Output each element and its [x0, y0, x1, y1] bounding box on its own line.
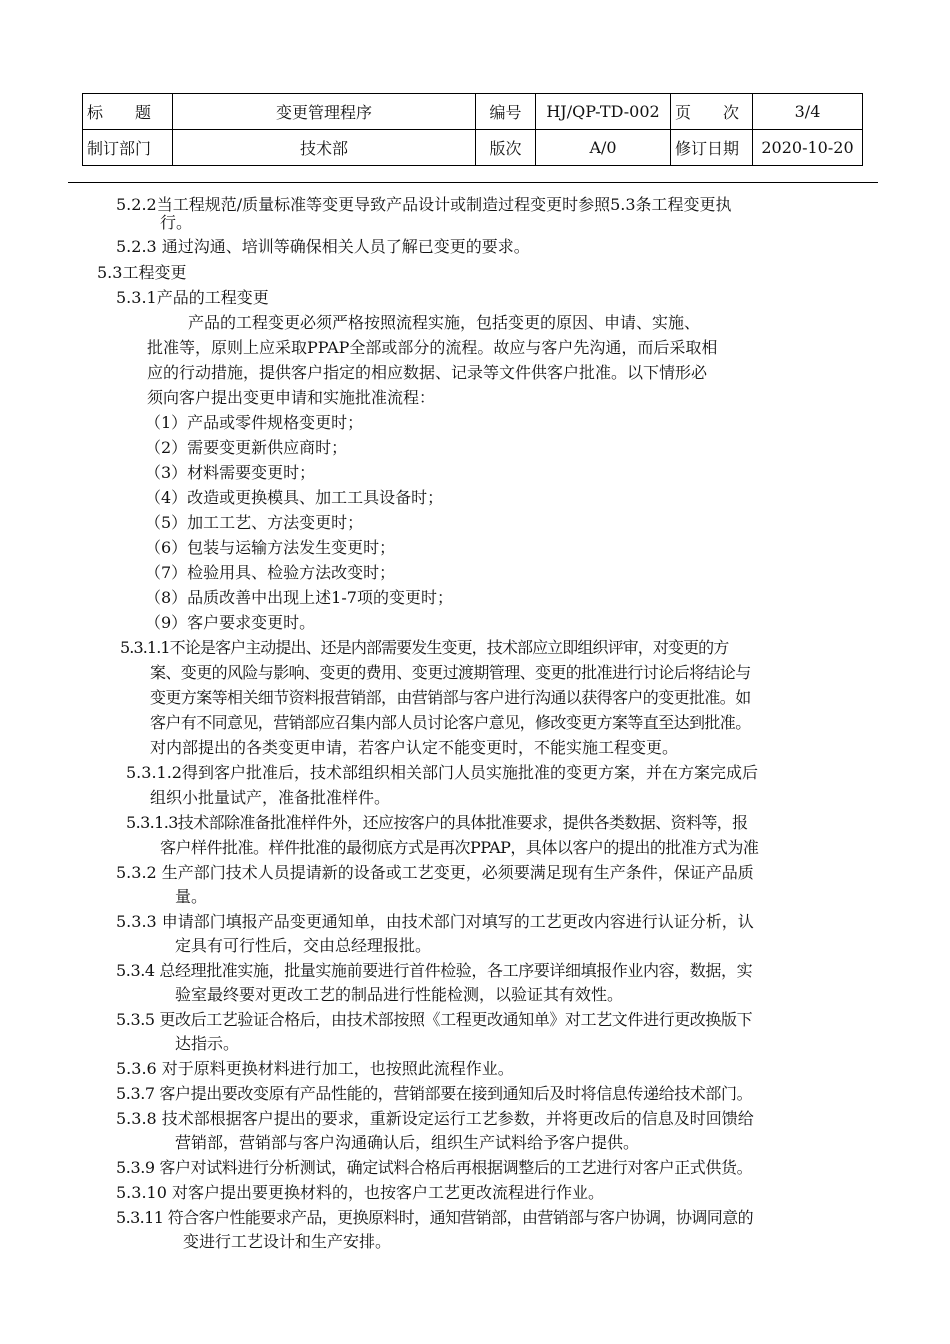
- title-label: 标 题: [83, 94, 173, 130]
- text-line: 变更方案等相关细节资料报营销部，由营销部与客户进行沟通以获得客户的变更批准。如: [150, 688, 751, 707]
- text-line: 验室最终要对更改工艺的制品进行性能检测，以验证其有效性。: [175, 985, 624, 1004]
- section-heading: 5.3工程变更: [97, 263, 187, 282]
- text-line: 5.3.2 生产部门技术人员提请新的设备或工艺变更，必须要满足现有生产条件，保证产品质: [116, 863, 754, 882]
- text-line: 对内部提出的各类变更申请，若客户认定不能变更时，不能实施工程变更。: [150, 738, 679, 757]
- code-label: 编号: [476, 94, 536, 130]
- header-row-2: [83, 130, 863, 166]
- list-item: （6）包装与运输方法发生变更时；: [145, 538, 396, 557]
- list-item: （9）客户要求变更时。: [145, 613, 316, 632]
- text-line: 客户样件批准。样件批准的最彻底方式是再次PPAP，具体以客户的提出的批准方式为准: [160, 838, 759, 857]
- page-number: 3/4: [753, 94, 863, 130]
- text-line: 批准等，原则上应采取PPAP全部或部分的流程。故应与客户先沟通，而后采取相: [147, 338, 718, 357]
- department: 技术部: [173, 130, 476, 166]
- text-line: 客户有不同意见，营销部应召集内部人员讨论客户意见，修改变更方案等直至达到批准。: [150, 713, 751, 732]
- subsection-heading: 5.3.1产品的工程变更: [116, 288, 269, 307]
- list-item: （8）品质改善中出现上述1-7项的变更时；: [145, 588, 453, 607]
- text-line: 5.3.1.2得到客户批准后，技术部组织相关部门人员实施批准的变更方案，并在方案完成后: [126, 763, 758, 782]
- list-item: （4）改造或更换模具、加工工具设备时；: [145, 488, 444, 507]
- header-row-1: [83, 94, 863, 130]
- version-label: 版次: [476, 130, 536, 166]
- text-line: 组织小批量试产，准备批准样件。: [150, 788, 391, 807]
- text-line: 5.3.7 客户提出要改变原有产品性能的，营销部要在接到通知后及时将信息传递给技术部门。: [116, 1084, 753, 1103]
- revision-date-label: 修订日期: [671, 130, 753, 166]
- document-header-table: [82, 93, 863, 166]
- text-line: 5.3.11 符合客户性能要求产品，更换原料时，通知营销部，由营销部与客户协调，协调同意的: [116, 1208, 753, 1227]
- text-line: 5.2.2当工程规范/质量标准等变更导致产品设计或制造过程变更时参照5.3条工程变更执: [116, 195, 732, 214]
- text-line: 应的行动措施，提供客户指定的相应数据、记录等文件供客户批准。以下情形必: [147, 363, 708, 382]
- text-line: 5.3.9 客户对试料进行分析测试，确定试料合格后再根据调整后的工艺进行对客户正式供货。: [116, 1158, 753, 1177]
- text-line: 5.2.3 通过沟通、培训等确保相关人员了解已变更的要求。: [116, 237, 530, 256]
- document-title: 变更管理程序: [173, 94, 476, 130]
- text-line: 5.3.6 对于原料更换材料进行加工，也按照此流程作业。: [116, 1059, 514, 1078]
- dept-label: 制订部门: [83, 130, 173, 166]
- text-line: 须向客户提出变更申请和实施批准流程：: [147, 388, 436, 407]
- list-item: （7）检验用具、检验方法改变时；: [145, 563, 396, 582]
- text-line: 5.3.10 对客户提出要更换材料的，也按客户工艺更改流程进行作业。: [116, 1183, 604, 1202]
- list-item: （1）产品或零件规格变更时；: [145, 413, 364, 432]
- text-line: 变进行工艺设计和生产安排。: [183, 1232, 392, 1251]
- list-item: （2）需要变更新供应商时；: [145, 438, 348, 457]
- page-label: 页 次: [671, 94, 753, 130]
- text-line: 5.3.1.3技术部除准备批准样件外，还应按客户的具体批准要求，提供各类数据、资料等，报: [126, 813, 748, 832]
- text-line: 定具有可行性后，交由总经理报批。: [175, 936, 432, 955]
- text-line: 5.3.8 技术部根据客户提出的要求，重新设定运行工艺参数，并将更改后的信息及时回馈给: [116, 1109, 754, 1128]
- text-line: 5.3.3 申请部门填报产品变更通知单，由技术部门对填写的工艺更改内容进行认证分析，认: [116, 912, 754, 931]
- version: A/0: [536, 130, 671, 166]
- header-divider: [68, 182, 878, 183]
- text-line: 5.3.1.1不论是客户主动提出、还是内部需要发生变更，技术部应立即组织评审，对变更的方: [120, 638, 729, 657]
- text-line: 行。: [160, 213, 193, 232]
- text-line: 5.3.4 总经理批准实施，批量实施前要进行首件检验，各工序要详细填报作业内容，数据，实: [116, 961, 753, 980]
- document-code: HJ/QP-TD-002: [536, 94, 671, 130]
- text-line: 营销部，营销部与客户沟通确认后，组织生产试料给予客户提供。: [175, 1133, 640, 1152]
- text-line: 5.3.5 更改后工艺验证合格后，由技术部按照《工程更改通知单》对工艺文件进行更改换版下: [116, 1010, 753, 1029]
- revision-date: 2020-10-20: [753, 130, 863, 166]
- text-line: 产品的工程变更必须严格按照流程实施，包括变更的原因、申请、实施、: [188, 313, 701, 332]
- text-line: 达指示。: [175, 1034, 240, 1053]
- list-item: （5）加工工艺、方法变更时；: [145, 513, 364, 532]
- list-item: （3）材料需要变更时；: [145, 463, 316, 482]
- text-line: 量。: [175, 887, 208, 906]
- text-line: 案、变更的风险与影响、变更的费用、变更过渡期管理、变更的批准进行讨论后将结论与: [150, 663, 751, 682]
